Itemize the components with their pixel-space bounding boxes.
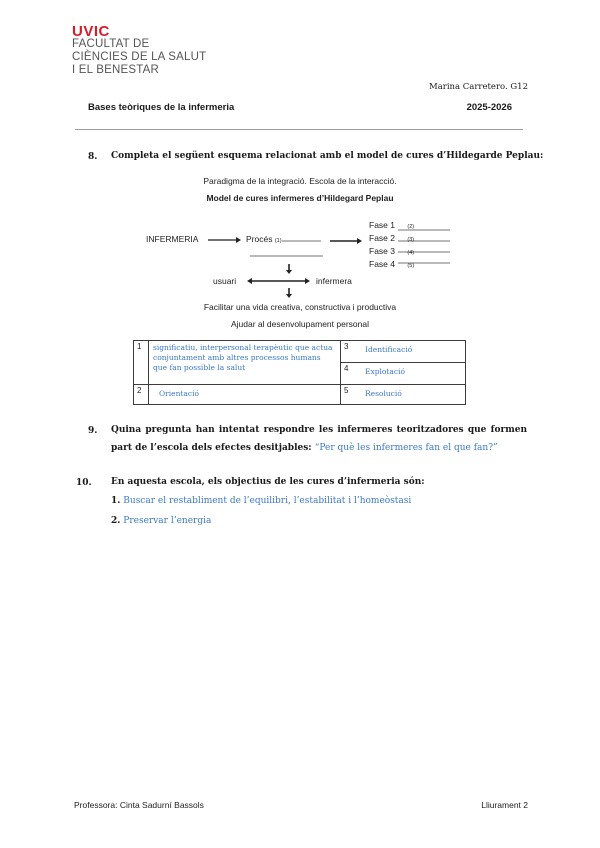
footer-delivery: Lliurament 2 (481, 800, 528, 810)
list-item-num: 1. (111, 496, 121, 506)
table-cell (134, 341, 149, 385)
table-cell (361, 341, 466, 363)
phase-label: Fase 4 (369, 259, 395, 269)
answer-1: significatiu, interpersonal terapèutic que actua conjuntament amb altres processos humans que fan possible la salut (153, 343, 333, 372)
list-item (111, 516, 211, 526)
q9-text: Quina pregunta han intentat respondre les infermeres teoritzadores que formen part de l’escola dels efectes desitjables: (111, 425, 527, 453)
answers-table (133, 340, 466, 405)
subject-title: Bases teòriques de la infermeria (88, 102, 235, 113)
cell-number: 5 (344, 386, 349, 395)
list-item (111, 496, 411, 506)
uvic-logo-mark: UVIC (72, 23, 110, 40)
list-item-text: Buscar el restabliment de l’equilibri, l’estabilitat i l’homeòstasi (123, 496, 412, 506)
diagram-infermeria: INFERMERIA (146, 234, 199, 244)
table-cell (134, 385, 149, 405)
phase-num: (3) (407, 237, 415, 243)
faculty-line-3: I EL BENESTAR (72, 64, 159, 76)
diagram-phases (369, 220, 414, 272)
diagram-title: Model de cures infermeres d’Hildegard Peplau (206, 193, 394, 203)
cell-number: 1 (137, 342, 142, 351)
table-cell (341, 363, 362, 385)
table-cell (341, 341, 362, 363)
q9-block (111, 421, 527, 457)
phase-label: Fase 2 (369, 233, 395, 243)
q9-answer: “Per què les infermeres fan el que fan?” (314, 443, 498, 453)
phase-num: (4) (407, 250, 415, 256)
diagram-proces-label: Procés (246, 234, 273, 244)
answer-4: Explotació (365, 367, 406, 376)
q8-number: 8. (88, 152, 98, 162)
table-cell (361, 363, 466, 385)
phase-label: Fase 1 (369, 220, 395, 230)
q8-text: Completa el següent esquema relacionat amb el model de cures d’Hildegarde Peplau: (111, 151, 544, 161)
diagram-proces (246, 234, 282, 244)
diagram-proces-num: (1) (274, 238, 282, 244)
faculty-line-1: FACULTAT DE (72, 38, 150, 50)
answer-2: Orientació (159, 389, 200, 398)
phase-row (369, 246, 414, 259)
table-cell (341, 385, 362, 405)
q9-number: 9. (88, 426, 98, 436)
cell-number: 2 (137, 386, 142, 395)
list-item-text: Preservar l’energia (123, 516, 212, 526)
table-cell (149, 385, 341, 405)
diagram-usuari: usuari (213, 276, 237, 286)
diagram-infermera: infermera (316, 276, 352, 286)
academic-year: 2025-2026 (466, 102, 512, 113)
q10-number: 10. (76, 478, 92, 488)
table-cell (149, 341, 341, 385)
phase-row (369, 220, 414, 233)
cell-number: 4 (344, 364, 349, 373)
author-name: Marina Carretero. G12 (428, 82, 528, 92)
list-item-num: 2. (111, 516, 121, 526)
answer-3: Identificació (365, 345, 413, 354)
phase-row (369, 259, 414, 272)
phase-num: (2) (407, 224, 415, 230)
phase-row (369, 233, 414, 246)
phase-label: Fase 3 (369, 246, 395, 256)
diagram-paradigm: Paradigma de la integració. Escola de la interacció. (203, 176, 397, 186)
diagram-line-1: Facilitar una vida creativa, constructiva i productiva (203, 302, 397, 312)
faculty-line-2: CIÈNCIES DE LA SALUT (72, 51, 207, 63)
phase-num: (5) (407, 263, 415, 269)
table-cell (361, 385, 466, 405)
footer-teacher: Professora: Cinta Sadurní Bassols (74, 800, 204, 810)
q10-text: En aquesta escola, els objectius de les cures d’infermeria són: (111, 477, 425, 487)
cell-number: 3 (344, 342, 349, 351)
answer-5: Resolució (365, 389, 402, 398)
diagram-line-2: Ajudar al desenvolupament personal (231, 319, 369, 329)
